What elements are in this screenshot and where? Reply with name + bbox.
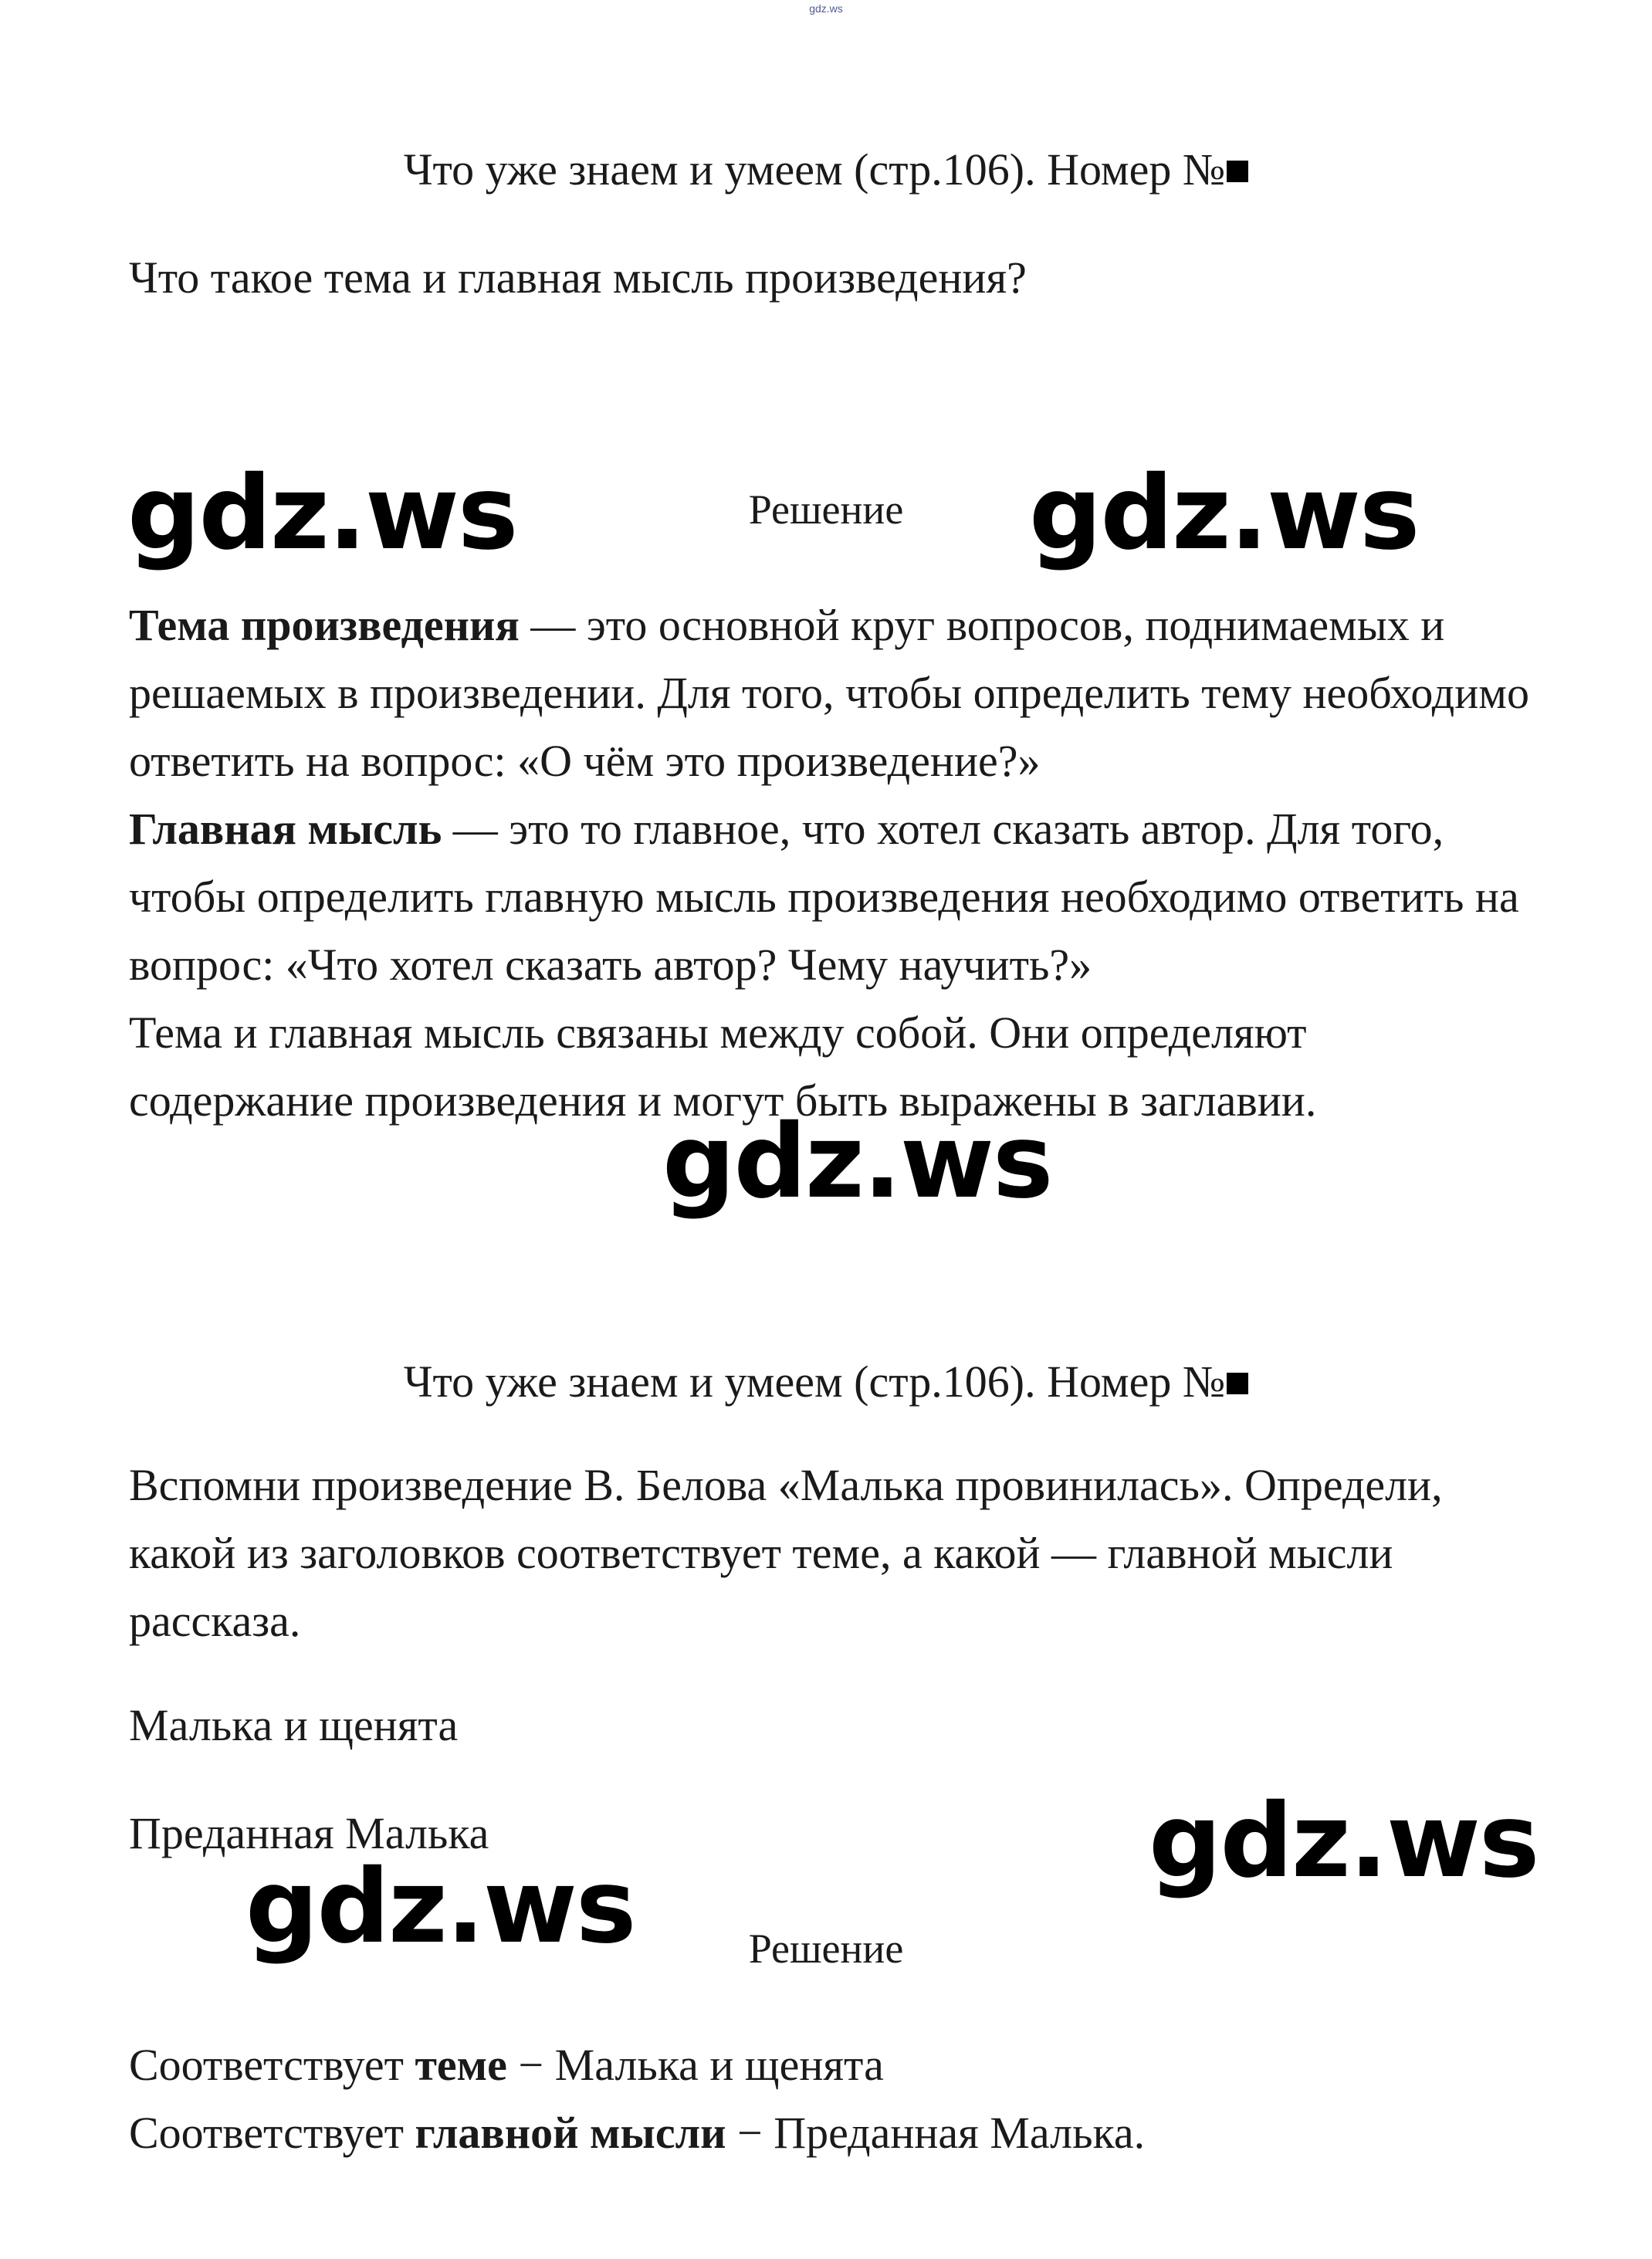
task1-paragraph-1 bbox=[129, 591, 1542, 795]
task2-answer-1-value: − Малька и щенята bbox=[506, 2040, 884, 2090]
task2-answer-1 bbox=[129, 2038, 884, 2092]
task2-answer-2-prefix: Соответствует bbox=[129, 2108, 415, 2158]
task1-term-theme: Тема произведения bbox=[129, 600, 520, 650]
task1-paragraph-2 bbox=[129, 795, 1542, 999]
task2-answer-2 bbox=[129, 2106, 1145, 2160]
task1-question: Что такое тема и главная мысль произведения? bbox=[129, 252, 1027, 303]
task1-definition-theme: — это основной круг вопросов, поднимаемых и решаемых в произведении. Для того, чтобы определить тему необходимо ответить на вопрос: «О чём это произведение?» bbox=[129, 600, 1529, 786]
task2-answer-1-term: теме bbox=[415, 2040, 507, 2090]
task1-term-main-idea: Главная мысль bbox=[129, 804, 442, 854]
task1-heading-text: Что уже знаем и умеем (стр.106). Номер № bbox=[403, 144, 1226, 195]
redacted-number-icon bbox=[1227, 1373, 1248, 1394]
watermark-3: gdz.ws bbox=[662, 1102, 1052, 1221]
watermark-4: gdz.ws bbox=[1149, 1782, 1539, 1901]
task2-option-2: Преданная Малька bbox=[129, 1808, 489, 1858]
header-watermark: gdz.ws bbox=[809, 2, 843, 15]
task2-option-1: Малька и щенята bbox=[129, 1700, 459, 1750]
watermark-5: gdz.ws bbox=[245, 1848, 635, 1966]
task1-heading bbox=[0, 143, 1652, 197]
task1-answer bbox=[129, 591, 1542, 1135]
watermark-2: gdz.ws bbox=[1029, 454, 1419, 573]
task2-heading-text: Что уже знаем и умеем (стр.106). Номер № bbox=[403, 1356, 1226, 1407]
task1-definition-main-idea: — это то главное, что хотел сказать автор. Для того, чтобы определить главную мысль произведения необходимо ответить на вопрос: «Что хотел сказать автор? Чему научить?» bbox=[129, 804, 1519, 990]
task2-heading bbox=[0, 1355, 1652, 1409]
task2-answer-2-value: − Преданная Малька. bbox=[726, 2108, 1146, 2158]
task2-question: Вспомни произведение В. Белова «Малька провинилась». Определи, какой из заголовков соответствует теме, а какой — главной мысли рассказа. bbox=[129, 1460, 1443, 1646]
task2-answer-1-prefix: Соответствует bbox=[129, 2040, 415, 2090]
task2-solution-label: Решение bbox=[748, 1925, 904, 1972]
task1-paragraph-3: Тема и главная мысль связаны между собой. Они определяют содержание произведения и могут быть выражены в заглавии. bbox=[129, 1008, 1317, 1126]
redacted-number-icon bbox=[1227, 161, 1248, 182]
watermark-1: gdz.ws bbox=[127, 454, 517, 573]
task1-solution-label: Решение bbox=[748, 486, 904, 533]
task2-answer-2-term: главной мысли bbox=[415, 2108, 726, 2158]
